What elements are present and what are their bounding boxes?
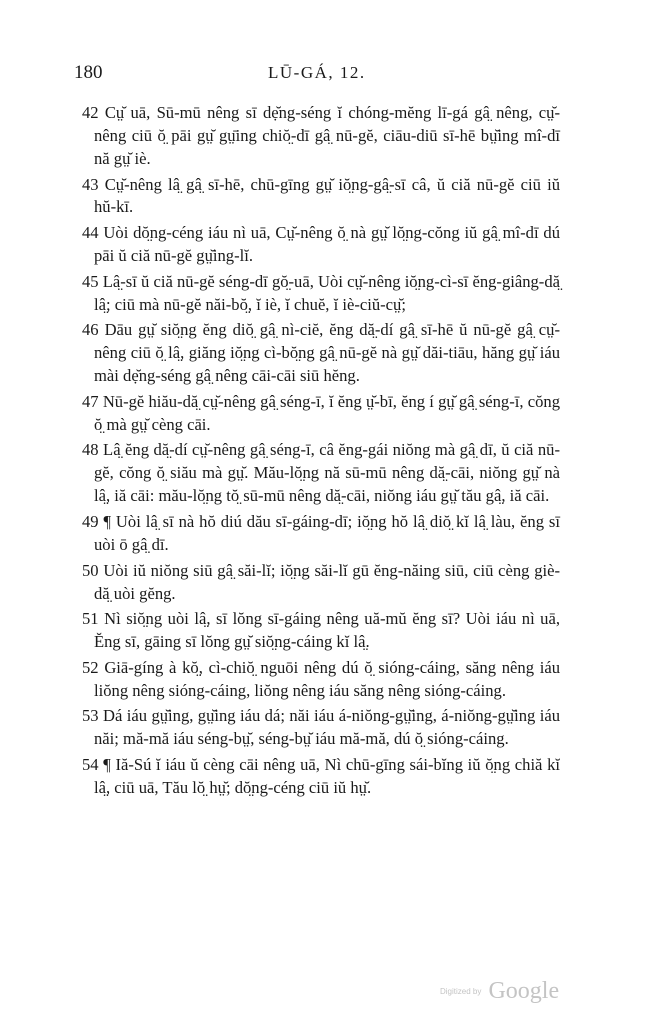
google-logo: Google [488,978,560,1004]
verse-42: 42 Cṳ̆ uā, Sū-mū nêng sī dẹ̆ng-séng ĭ chóng-mĕng lī-gá gâ̤ nêng, cṳ̆-nêng ciū ŏ̤ pāi gṳ̆ gṳ̄ing chiŏ̤-dī gâ̤ nū-gĕ, ciāu-diū sī-hē bṳ̆ing mî-dī nă gṳ̆ iè. [82,103,560,168]
verse-51: 51 Nì siŏ̤ng uòi lâ̤, sī lŏng sī-gáing nêng uă-mŭ ĕng sī? Uòi iáu nì uā, Ĕng sī, gāing sī lŏng gṳ̆ siŏ̤ng-cáing kĭ lâ̤. [82,609,560,652]
running-head [74,62,594,88]
verse-54: 54 ¶ Iă-Sú ĭ iáu ŭ cèng cāi nêng uā, Nì chū-gīng sái-bĭng iŭ ŏ̤ng chiă kĭ lâ̤, ciū uā, Tău lŏ̤ hṳ̆; dŏ̤ng-céng ciū iŭ hṳ̆. [82,755,560,797]
verse-43: 43 Cṳ̆-nêng lâ̤ gâ̤ sī-hē, chū-gīng gṳ̆ iŏ̤ng-gâ̤-sī câ, ŭ ciă nū-gĕ ciū iŭ hŭ-kī. [82,174,560,217]
digitized-by-label: Digitized by [440,987,482,996]
verse-49: 49 ¶ Uòi lâ̤ sī nà hŏ diú dău sī-gáing-dī; iŏ̤ng hŏ lâ̤ diŏ̤ kĭ lâ̤ làu, ĕng sī uòi ō gâ̤ dī. [82,511,560,554]
verse-45: 45 Lâ̤-sī ŭ ciă nū-gĕ séng-dī gŏ̤-uā, Uòi cṳ̆-nêng iŏ̤ng-cì-sī ĕng-giâng-dă̤ lâ̤; ciū mà nū-gĕ năi-bŏ̤, ĭ iè, ĭ chuĕ, ĭ iè-ciŭ-cṳ̆; [82,271,560,314]
verse-52: 52 Giā-gíng à kŏ̤, cì-chiŏ̤ nguōi nêng dú ŏ̤ sióng-cáing, săng nêng iáu liŏng nêng sióng-cáing, liŏng nêng iáu săng nêng sióng-cáing. [82,657,560,700]
verse-text-block [82,102,560,803]
digitized-by-google-watermark [440,978,559,1005]
page-number: 180 [74,62,103,83]
verse-48: 48 Lâ̤ ĕng dă̤-dí cṳ̆-nêng gâ̤ séng-ī, câ ĕng-gái niŏng mà gâ̤ dī, ŭ ciă nū-gĕ, cŏng ŏ̤ siău mà gṳ̆. Mău-lŏ̤ng nă sū-mū nêng dă̤-cāi, niŏng gṳ̆ nà lâ̤, iă cāi: mău-lŏ̤ng tŏ̤ sū-mū nêng dă̤-cāi, niŏng iáu gṳ̆ tău gâ̤, iă cāi. [82,440,560,506]
running-title: LŪ-GÁ, 12. [268,63,366,82]
verse-47: 47 Nū-gĕ hiău-dă̤ cṳ̆-nêng gâ̤ séng-ī, ĭ ĕng ṳ̆-bī, ĕng í gṳ̆ gâ̤ séng-ī, cŏng ŏ̤ mà gṳ̆ cèng cāi. [82,391,560,434]
verse-50: 50 Uòi iŭ niŏng siū gâ̤ săi-lĭ; iŏ̤ng săi-lĭ gū ĕng-năing siū, ciū cèng giè-dă̤ uòi gĕng. [82,560,560,603]
verse-46: 46 Dāu gṳ̆ siŏ̤ng ĕng diŏ̤ gâ̤ nì-ciĕ, ĕng dă̤-dí gâ̤ sī-hē ŭ nū-gĕ gâ̤ cṳ̆-nêng ciū ŏ̤ lâ̤, giăng iŏ̤ng cì-bŏ̤ng gâ̤ nū-gĕ nà gṳ̆ dăi-tiāu, hăng gṳ̆ iáu mài dẹ̆ng-séng gâ̤ nêng cāi-cāi siū hĕng. [82,320,560,386]
verse-53: 53 Dá iáu gṳ̆ing, gṳ̆ing iáu dá; năi iáu á-niŏng-gṳ̆ing, á-niŏng-gṳ̆ing iáu năi; mă-mă iáu séng-bṳ̆, séng-bṳ̆ iáu mă-mă, dú ŏ̤ sióng-cáing. [82,706,560,749]
verse-44: 44 Uòi dŏ̤ng-céng iáu nì uā, Cṳ̆-nêng ŏ̤ nà gṳ̆ lŏ̤ng-cŏng iŭ gâ̤ mî-dī dú pāi ŭ ciă nū-gĕ gṳ̆ing-lĭ. [82,223,560,266]
